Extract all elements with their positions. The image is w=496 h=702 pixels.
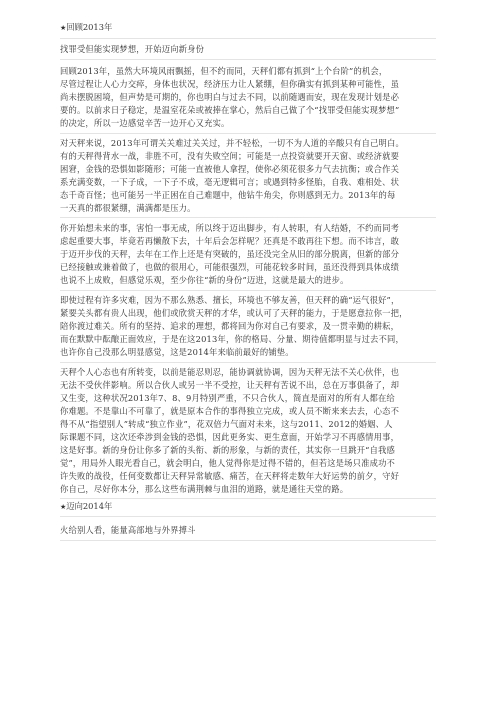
divider [60,38,436,39]
divider [60,290,436,291]
section-2-heading: ★迈向2014年 [60,501,113,511]
divider [60,217,436,218]
section-2-subheading: 火给别人看，能量高部地与外界搏斗 [60,525,196,535]
divider [60,362,436,363]
section-1-heading: ★回顾2013年 [60,22,113,32]
divider [60,516,436,517]
divider [60,59,436,60]
section-1-subheading: 找罪受但能实现梦想，开始迈向新身份 [60,44,205,54]
divider [60,540,436,541]
divider [60,133,436,134]
star-marker-icon: ★ [60,24,67,32]
divider [60,498,436,499]
star-marker-icon: ★ [60,503,67,511]
